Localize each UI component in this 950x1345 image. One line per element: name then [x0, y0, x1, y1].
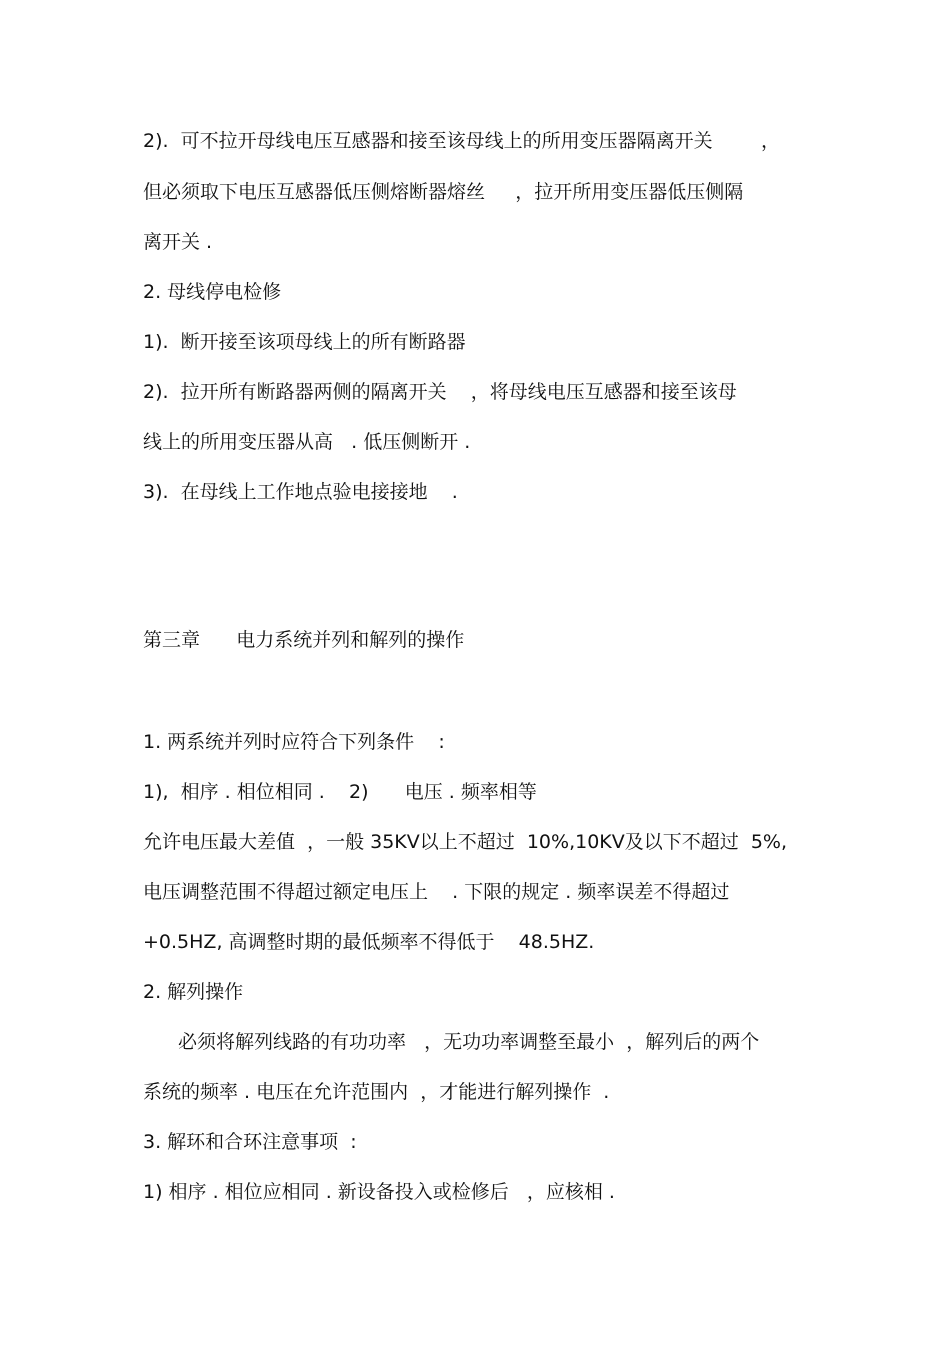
- list-item-phase: 1) 相序 . 相位应相同 . 新设备投入或检修后 ，应核相 .: [143, 1181, 615, 1203]
- paragraph-line-split-1: 必须将解列线路的有功功率 ，无功功率调整至最小 ，解列后的两个: [178, 1031, 760, 1053]
- paragraph-line-voltage-2: 电压调整范围不得超过额定电压上 . 下限的规定 . 频率误差不得超过: [143, 881, 730, 903]
- paragraph-line-1: 2). 可不拉开母线电压互感器和接至该母线上的所用变压器隔离开关 ，: [143, 130, 780, 152]
- paragraph-line-3: 离开关 .: [143, 231, 213, 253]
- condition-line: 1), 相序 . 相位相同 . 2) 电压 . 频率相等: [143, 781, 537, 803]
- paragraph-line-2: 但必须取下电压互感器低压侧熔断器熔丝 ，拉开所用变压器低压侧隔: [143, 181, 744, 203]
- paragraph-line-voltage-1: 允许电压最大差值 ，一般 35KV以上不超过 10%,10KV及以下不超过 5%,: [143, 831, 787, 853]
- chapter-title: 第三章 电力系统并列和解列的操作: [143, 629, 465, 651]
- section-heading-2: 2. 母线停电检修: [143, 281, 282, 303]
- section-heading-2b: 2. 解列操作: [143, 981, 244, 1003]
- list-item-1: 1). 断开接至该项母线上的所有断路器: [143, 331, 466, 353]
- list-item-2: 2). 拉开所有断路器两侧的隔离开关 ，将母线电压互感器和接至该母: [143, 381, 737, 403]
- list-item-2-continued: 线上的所用变压器从高 . 低压侧断开 .: [143, 431, 471, 453]
- section-heading-3: 3. 解环和合环注意事项 :: [143, 1131, 357, 1153]
- list-item-3: 3). 在母线上工作地点验电接接地 .: [143, 481, 458, 503]
- paragraph-line-voltage-3: +0.5HZ, 高调整时期的最低频率不得低于 48.5HZ.: [143, 931, 595, 953]
- section-heading-1: 1. 两系统并列时应符合下列条件 :: [143, 731, 445, 753]
- paragraph-line-split-2: 系统的频率 . 电压在允许范围内 ，才能进行解列操作 .: [143, 1081, 610, 1103]
